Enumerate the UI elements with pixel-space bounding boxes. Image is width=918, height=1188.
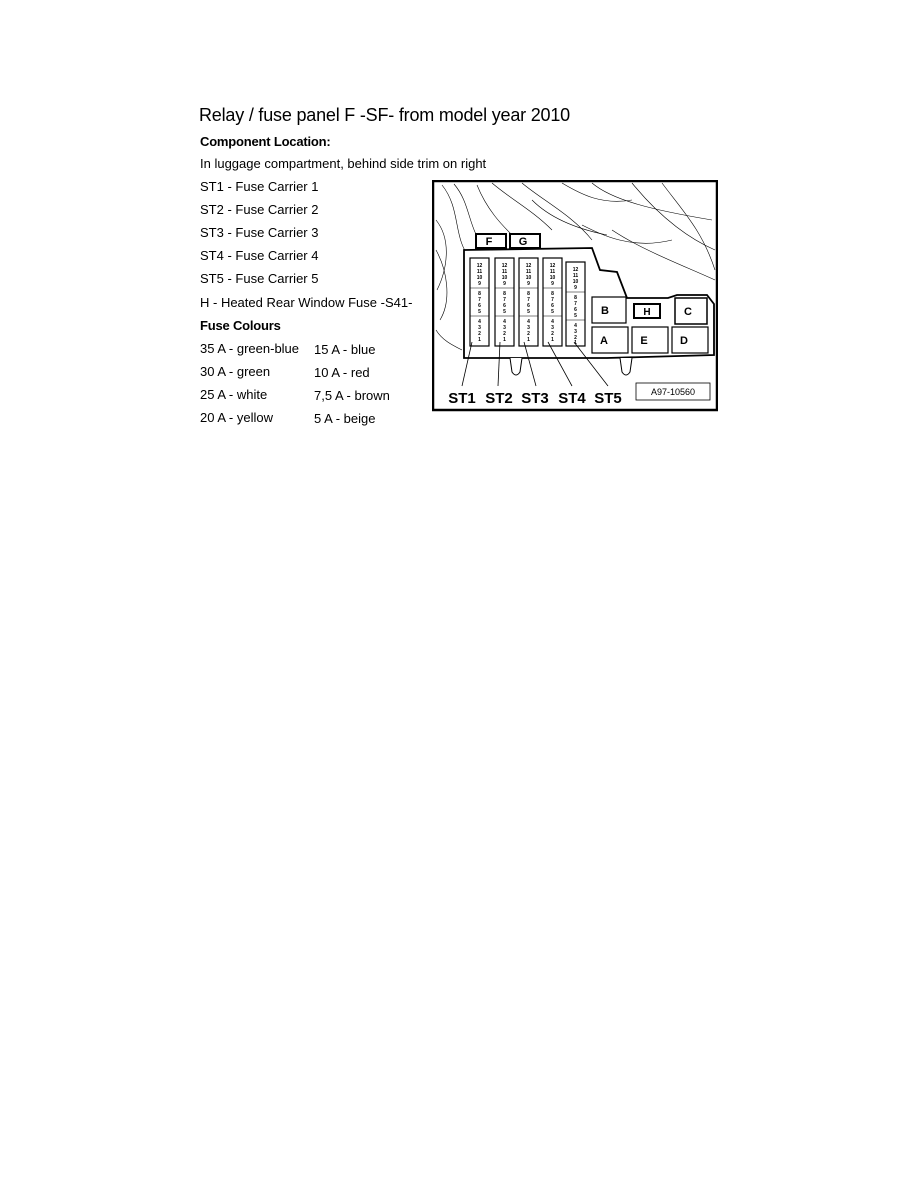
fuse-num: 5 [527, 309, 530, 315]
fuse-colours-heading: Fuse Colours [200, 318, 281, 333]
page-title: Relay / fuse panel F -SF- from model year 2010 [199, 105, 570, 125]
fuse-colour-7-5a: 7,5 A - brown [314, 388, 390, 403]
figure-id: A97-10560 [650, 387, 696, 397]
fuse-num: 11 [501, 269, 508, 275]
fuse-num: 4 [503, 319, 506, 325]
label-st2: ST2 [485, 390, 513, 407]
fuse-num: 6 [574, 307, 577, 313]
fuse-num: 4 [527, 319, 530, 325]
fuse-panel-diagram [432, 180, 718, 412]
fuse-num: 10 [549, 275, 556, 281]
fuse-num: 9 [574, 285, 577, 291]
mounting-tab-right [620, 358, 632, 375]
fuse-num: 2 [574, 335, 577, 341]
fuse-num: 7 [527, 297, 530, 303]
fuse-colour-25a: 25 A - white [200, 387, 268, 402]
fuse-num: 12 [549, 263, 556, 269]
fuse-num: 7 [551, 297, 554, 303]
relay-e [632, 327, 668, 353]
fuse-num: 9 [527, 281, 530, 287]
fuse-num: 4 [478, 319, 481, 325]
fuse-num: 1 [503, 337, 506, 343]
fuse-num: 5 [574, 313, 577, 319]
relay-a [592, 327, 628, 353]
mounting-tab-left [510, 358, 522, 375]
component-location-heading: Component Location: [200, 134, 331, 149]
carrier-st3-item: ST3 - Fuse Carrier 3 [200, 225, 319, 240]
fuse-num: 2 [478, 331, 481, 337]
fuse-num: 3 [551, 325, 554, 331]
fuse-num: 6 [551, 303, 554, 309]
fuse-num: 8 [478, 291, 481, 297]
fuse-colour-35a: 35 A - green-blue [200, 341, 300, 356]
fuse-num: 12 [572, 267, 579, 273]
fuse-num: 10 [501, 275, 508, 281]
carrier-st5-item: ST5 - Fuse Carrier 5 [200, 271, 319, 286]
fuse-num: 8 [574, 295, 577, 301]
fuse-colour-20a: 20 A - yellow [200, 410, 273, 425]
relay-b [592, 297, 626, 323]
relay-d [672, 327, 708, 353]
fuse-num: 1 [551, 337, 554, 343]
relay-a-label: A [600, 335, 608, 347]
fuse-num: 2 [527, 331, 530, 337]
fuse-num: 11 [525, 269, 532, 275]
fuse-num: 12 [501, 263, 508, 269]
fuse-num: 4 [551, 319, 554, 325]
fuse-num: 1 [574, 340, 577, 346]
fuse-num: 11 [476, 269, 483, 275]
carrier-st2-item: ST2 - Fuse Carrier 2 [200, 202, 319, 217]
fuse-num: 9 [551, 281, 554, 287]
fuse-num: 7 [574, 301, 577, 307]
relay-c-label: C [684, 306, 692, 318]
fuse-num: 5 [551, 309, 554, 315]
label-st3: ST3 [521, 390, 549, 407]
fuse-colour-5a: 5 A - beige [314, 411, 376, 426]
fuse-num: 6 [503, 303, 506, 309]
fuse-num: 1 [527, 337, 530, 343]
fuse-num: 12 [476, 263, 483, 269]
fuse-colour-30a: 30 A - green [200, 364, 271, 379]
fuse-num: 2 [551, 331, 554, 337]
fuse-num: 2 [503, 331, 506, 337]
fuse-num: 8 [503, 291, 506, 297]
relay-e-label: E [640, 335, 648, 347]
fuse-num: 8 [551, 291, 554, 297]
location-text: In luggage compartment, behind side trim on right [200, 156, 487, 171]
fuse-num: 11 [572, 273, 579, 279]
carrier-st4-item: ST4 - Fuse Carrier 4 [200, 248, 319, 263]
label-st4: ST4 [558, 390, 586, 407]
fuse-colour-15a: 15 A - blue [314, 342, 376, 357]
fuse-num: 10 [525, 275, 532, 281]
fuse-num: 1 [478, 337, 481, 343]
fuse-num: 5 [503, 309, 506, 315]
fuse-num: 6 [478, 303, 481, 309]
fuse-num: 10 [476, 275, 483, 281]
carrier-st1-item: ST1 - Fuse Carrier 1 [200, 179, 319, 194]
fuse-num: 3 [527, 325, 530, 331]
label-st1: ST1 [448, 390, 476, 407]
fuse-num: 3 [503, 325, 506, 331]
fuse-num: 3 [478, 325, 481, 331]
fuse-num: 9 [503, 281, 506, 287]
fuse-colour-10a: 10 A - red [314, 365, 370, 380]
relay-g-label: G [518, 236, 528, 248]
heated-window-fuse-item: H - Heated Rear Window Fuse -S41- [200, 295, 413, 310]
relay-b-label: B [601, 305, 609, 317]
relay-d-label: D [680, 335, 688, 347]
carrier-labels [448, 390, 622, 407]
fuse-num: 7 [478, 297, 481, 303]
fuse-num: 8 [527, 291, 530, 297]
fuse-num: 10 [572, 279, 579, 285]
fuse-num: 9 [478, 281, 481, 287]
fuse-num: 5 [478, 309, 481, 315]
relay-f-label: F [485, 236, 493, 248]
fuse-num: 11 [549, 269, 556, 275]
fuse-num: 7 [503, 297, 506, 303]
fuse-num: 6 [527, 303, 530, 309]
fuse-num: 3 [574, 329, 577, 335]
fuse-num: 12 [525, 263, 532, 269]
label-st5: ST5 [594, 390, 622, 407]
fuse-num: 4 [574, 323, 577, 329]
fuse-h-label: H [643, 307, 651, 318]
